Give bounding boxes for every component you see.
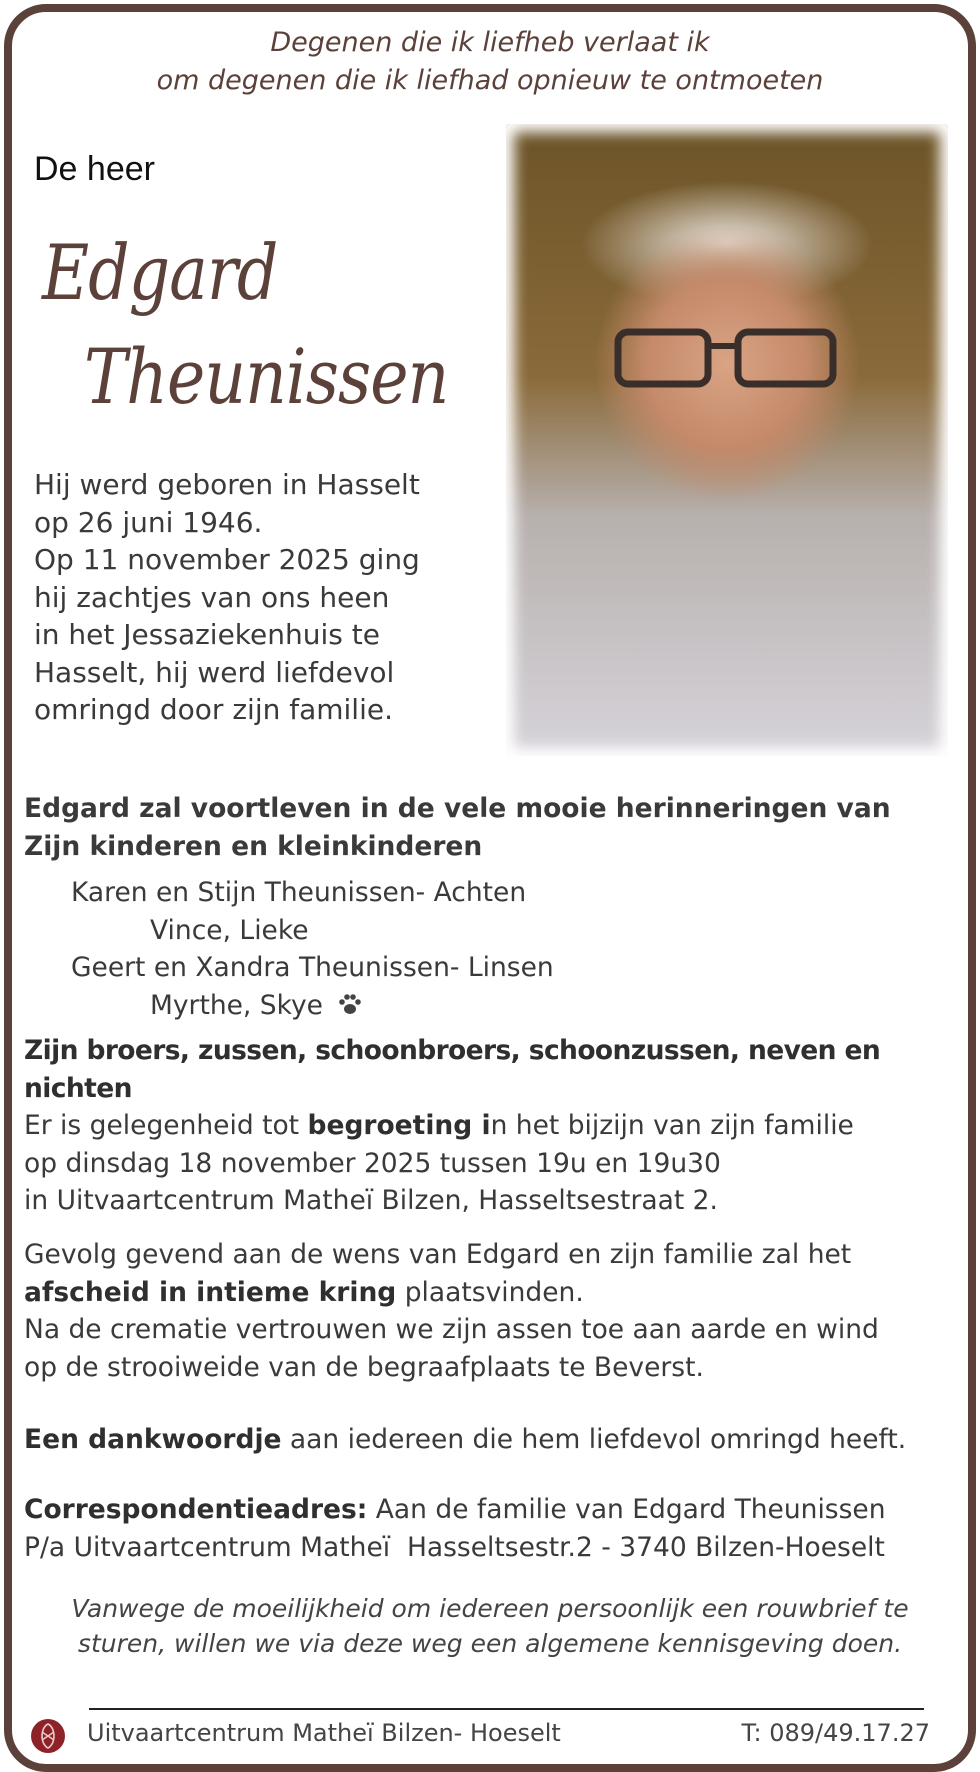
general-notice [0, 1591, 980, 1661]
farewell-info [24, 1236, 879, 1386]
thanks-bold: Een dankwoordje [24, 1424, 282, 1455]
grandchildren: Vince, Lieke [150, 914, 309, 946]
thanks-text: aan iedereen die hem liefdevol omringd heeft. [281, 1424, 907, 1455]
first-name: Edgard [42, 228, 278, 317]
notice-line: Vanwege de moeilijkheid om iedereen persoonlijk een rouwbrief te [71, 1594, 909, 1623]
honorific: De heer [34, 150, 155, 188]
farewell-bold: afscheid in intieme kring [24, 1276, 397, 1308]
farewell-line: Na de crematie vertrouwen we zijn assen toe aan aarde en wind [24, 1314, 879, 1345]
footer-company: Uitvaartcentrum Matheï Bilzen- Hoeselt [87, 1719, 561, 1747]
bio-line: Hasselt, hij werd liefdevol [34, 655, 395, 689]
correspondence [24, 1491, 886, 1566]
siblings: Zijn broers, zussen, schoonbroers, schoonzussen, neven en nichten [24, 1035, 881, 1104]
quote-line: Degenen die ik liefheb verlaat ik [270, 27, 710, 58]
bio-line: op 26 juni 1946. [34, 505, 263, 539]
correspondence-address: P/a Uitvaartcentrum Matheï Hasseltsestr.2 - 3740 Bilzen-Hoeselt [24, 1531, 885, 1563]
child-family: Karen en Stijn Theunissen- Achten [71, 877, 527, 908]
funeral-home-logo-icon [30, 1718, 66, 1754]
greeting-text: n het bijzijn van zijn familie [490, 1110, 854, 1141]
greeting-info [24, 1107, 854, 1220]
quote-line: om degenen die ik liefhad opnieuw te ontmoeten [156, 65, 824, 96]
portrait-photo [506, 124, 948, 756]
bio-line: omringd door zijn familie. [34, 693, 393, 726]
thanks [24, 1421, 906, 1459]
bio-line: in het Jessaziekenhuis te [34, 618, 380, 651]
opening-quote [0, 24, 980, 100]
bio-line: Hij werd geboren in Hasselt [34, 468, 420, 501]
last-name: Theunissen [84, 332, 449, 421]
farewell-line: plaatsvinden. [396, 1276, 584, 1308]
greeting-text: Er is gelegenheid tot [24, 1110, 308, 1141]
greeting-location: in Uitvaartcentrum Matheï Bilzen, Hasseltsestraat 2. [24, 1185, 718, 1216]
memories-line: Edgard zal voortleven in de vele mooie herinneringen van [24, 793, 891, 824]
greeting-date: op dinsdag 18 november 2025 tussen 19u en 19u30 [24, 1147, 721, 1179]
footer-divider [89, 1708, 924, 1710]
footer-phone: T: 089/49.17.27 [741, 1719, 930, 1747]
farewell-line: op de strooiweide van de begraafplaats te Beverst. [24, 1351, 704, 1383]
notice-line: sturen, willen we via deze weg een algemene kennisgeving doen. [77, 1629, 903, 1658]
paw-icon [337, 992, 363, 1016]
family-list [24, 874, 554, 1024]
grandchildren: Myrthe, Skye [150, 989, 323, 1021]
greeting-bold: begroeting i [307, 1110, 491, 1141]
bio-line: hij zachtjes van ons heen [34, 580, 390, 614]
memories-line: Zijn kinderen en kleinkinderen [24, 830, 483, 862]
bio-line: Op 11 november 2025 ging [34, 543, 420, 576]
correspondence-text: Aan de familie van Edgard Theunissen [367, 1494, 886, 1525]
correspondence-label: Correspondentieadres: [24, 1494, 368, 1525]
child-family: Geert en Xandra Theunissen- Linsen [71, 952, 554, 983]
memories [24, 790, 891, 865]
glasses-shape [608, 324, 848, 394]
biography [34, 466, 420, 729]
farewell-line: Gevolg gevend aan de wens van Edgard en zijn familie zal het [24, 1239, 852, 1270]
